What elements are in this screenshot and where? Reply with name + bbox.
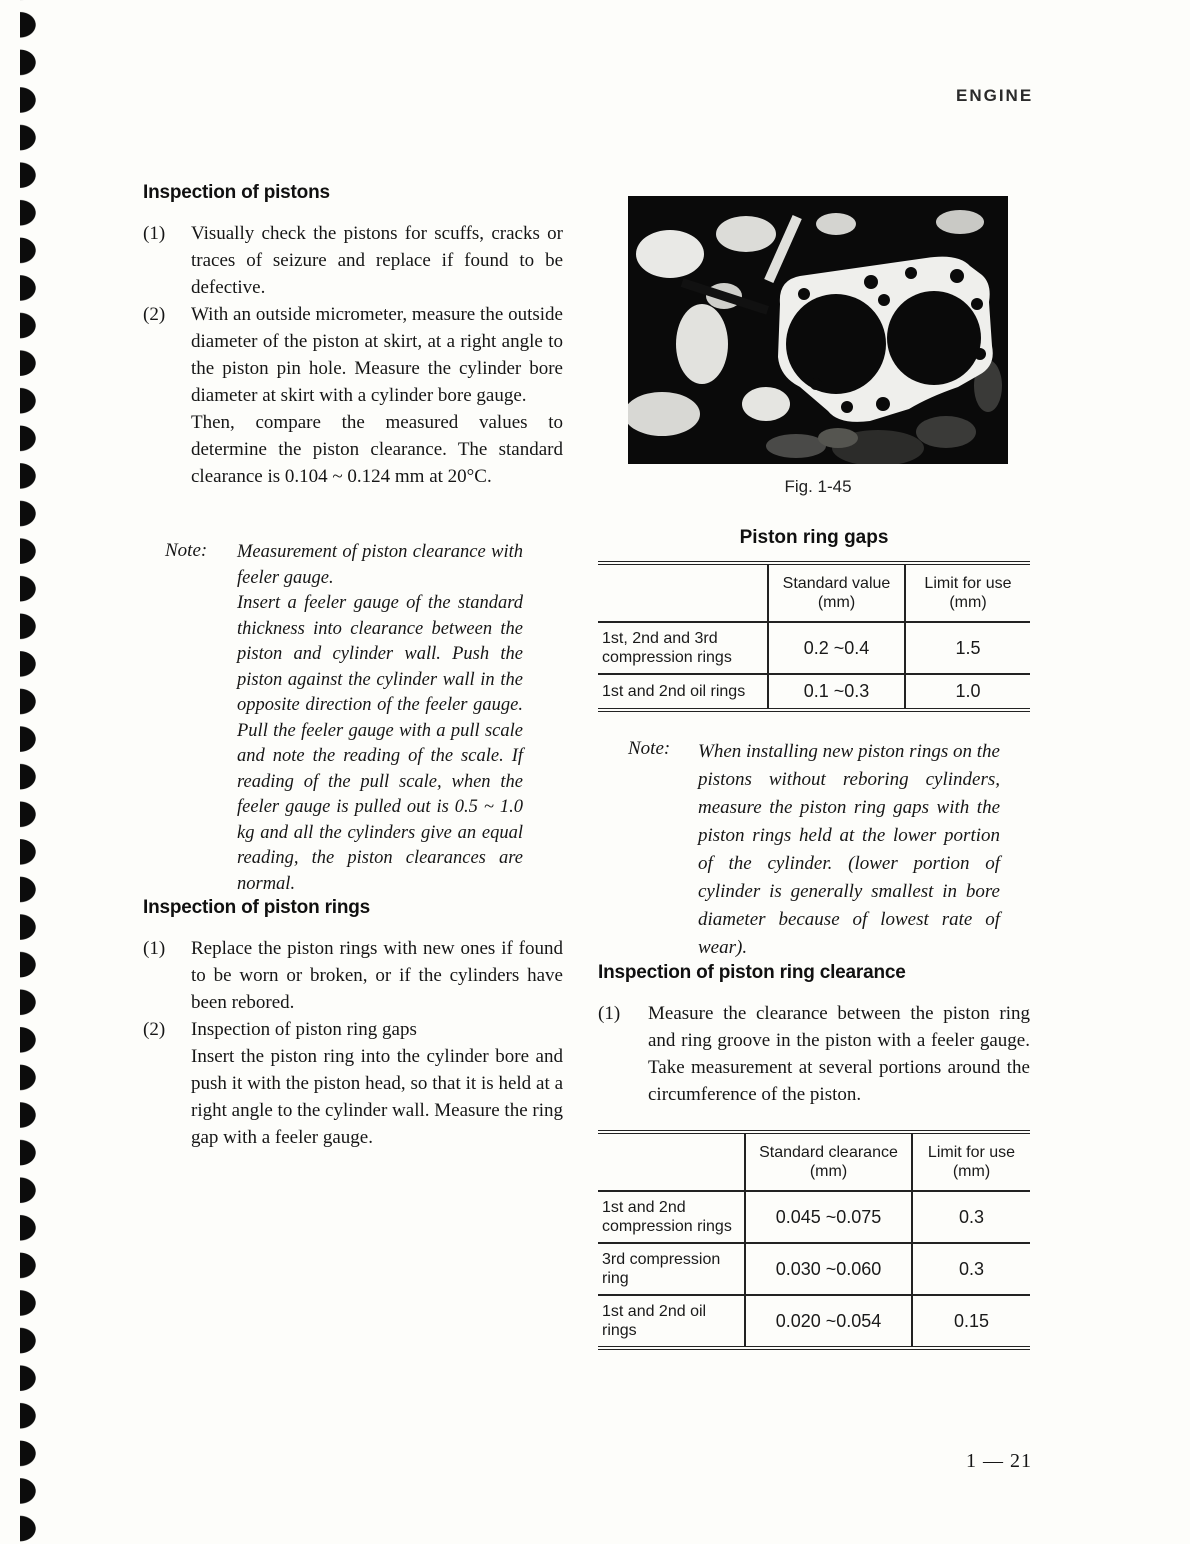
- note-label: Note:: [628, 738, 671, 759]
- binding-holes: [20, 0, 46, 1544]
- item-number: (1): [598, 1003, 621, 1024]
- table-header-cell: Standard clearance (mm): [745, 1132, 912, 1191]
- table-cell: 0.030 ~0.060: [745, 1243, 912, 1295]
- table-header-cell: Standard value (mm): [768, 563, 905, 622]
- table-header-cell: [598, 1132, 745, 1191]
- paragraph: Measurement of piston clearance with feeler gauge.: [237, 542, 523, 588]
- table-header-cell: [598, 563, 768, 622]
- table-cell: 0.3: [912, 1191, 1030, 1243]
- paragraph: With an outside micrometer, measure the outside diameter of the piston at skirt, at a right angle to the piston pin hole. Measure the cylinder bore diameter at skirt with a cylinder bore gauge.: [191, 304, 563, 406]
- table-cell: 0.3: [912, 1243, 1030, 1295]
- table-header-cell: Limit for use (mm): [912, 1132, 1030, 1191]
- table-row: [598, 622, 1030, 674]
- table-cell: 0.020 ~0.054: [745, 1295, 912, 1348]
- table-header-row: [598, 1132, 1030, 1191]
- table-cell: 1.5: [905, 622, 1030, 674]
- piston-ring-clearance-table: [598, 1130, 1030, 1350]
- note-text: [237, 540, 523, 897]
- paragraph: Inspection of piston ring gaps: [191, 1019, 417, 1040]
- item-text: [191, 1016, 563, 1151]
- table-header-cell: Limit for use (mm): [905, 563, 1030, 622]
- note-block: [165, 540, 563, 897]
- item-number: (1): [143, 223, 166, 244]
- table-row: [598, 1191, 1030, 1243]
- section-heading-piston-rings: Inspection of piston rings: [143, 897, 371, 918]
- note-text: [698, 738, 1000, 962]
- table-row: [598, 1243, 1030, 1295]
- paragraph: Insert a feeler gauge of the standard thickness into clearance between the piston and cylinder wall. Push the piston against the cylinder wall in the opposite direction of the feeler gauge. Pull the feeler gauge with a pull scale and note the reading of the scale. If reading of the pull scale, when the feeler gauge is pulled out is 0.5 ~ 1.0 kg and all the cylinders give an equal reading, the piston clearances are normal.: [237, 593, 523, 894]
- item-text: [191, 935, 563, 1016]
- list-item: [143, 935, 563, 1016]
- right-column: [598, 196, 1030, 1350]
- table-cell: 0.1 ~0.3: [768, 674, 905, 710]
- item-text: [648, 1000, 1030, 1108]
- paragraph: When installing new piston rings on the pistons without reboring cylinders, measure the piston ring gaps with the piston rings held at the lower portion of the cylinder. (lower portion of cylinder is generally smallest in bore diameter because of lowest rate of wear).: [698, 741, 1000, 958]
- table-cell: 0.15: [912, 1295, 1030, 1348]
- section-heading-ring-clearance: Inspection of piston ring clearance: [598, 962, 906, 983]
- note-block: [628, 738, 1030, 962]
- page-number: 1 — 21: [966, 1450, 1032, 1472]
- item-text: [191, 301, 563, 490]
- table-cell: 1st and 2nd compression rings: [602, 1199, 732, 1235]
- table-cell: 3rd compression ring: [598, 1243, 745, 1295]
- list-item: [598, 1000, 1030, 1108]
- list-item: [143, 301, 563, 490]
- chapter-header: ENGINE: [956, 86, 1034, 105]
- left-column: [143, 182, 563, 1151]
- table-cell: 1st and 2nd oil rings: [598, 1295, 745, 1348]
- paragraph: Insert the piston ring into the cylinder bore and push it with the piston head, so that it is held at a right angle to the cylinder wall. Measure the ring gap with a feeler gauge.: [191, 1046, 563, 1148]
- table-row: [598, 1295, 1030, 1348]
- item-number: (1): [143, 938, 166, 959]
- paragraph: Replace the piston rings with new ones if found to be worn or broken, or if the cylinders have been rebored.: [191, 938, 563, 1013]
- table-cell: 1.0: [905, 674, 1030, 710]
- item-number: (2): [143, 1019, 166, 1040]
- table-cell: 1st, 2nd and 3rd compression rings: [602, 630, 732, 666]
- table-cell: 0.045 ~0.075: [745, 1191, 912, 1243]
- note-label: Note:: [165, 540, 208, 561]
- list-item: [143, 220, 563, 301]
- engine-photo: [628, 196, 1008, 464]
- paragraph: Then, compare the measured values to determine the piston clearance. The standard clearance is 0.104 ~ 0.124 mm at 20°C.: [191, 412, 563, 487]
- paragraph: Measure the clearance between the piston ring and ring groove in the piston with a feeler gauge. Take measurement at several portions around the circumference of the piston.: [648, 1003, 1030, 1105]
- piston-ring-gaps-table: [598, 561, 1030, 712]
- table-row: [598, 674, 1030, 710]
- figure-caption: Fig. 1-45: [784, 477, 852, 496]
- list-item: [143, 1016, 563, 1151]
- section-heading-pistons: Inspection of pistons: [143, 182, 330, 203]
- table-cell: 1st and 2nd oil rings: [598, 674, 768, 710]
- table-cell: 0.2 ~0.4: [768, 622, 905, 674]
- item-number: (2): [143, 304, 166, 325]
- item-text: [191, 220, 563, 301]
- table1-title: Piston ring gaps: [739, 527, 889, 548]
- paragraph: Visually check the pistons for scuffs, cracks or traces of seizure and replace if found to be defective.: [191, 223, 563, 298]
- table-header-row: [598, 563, 1030, 622]
